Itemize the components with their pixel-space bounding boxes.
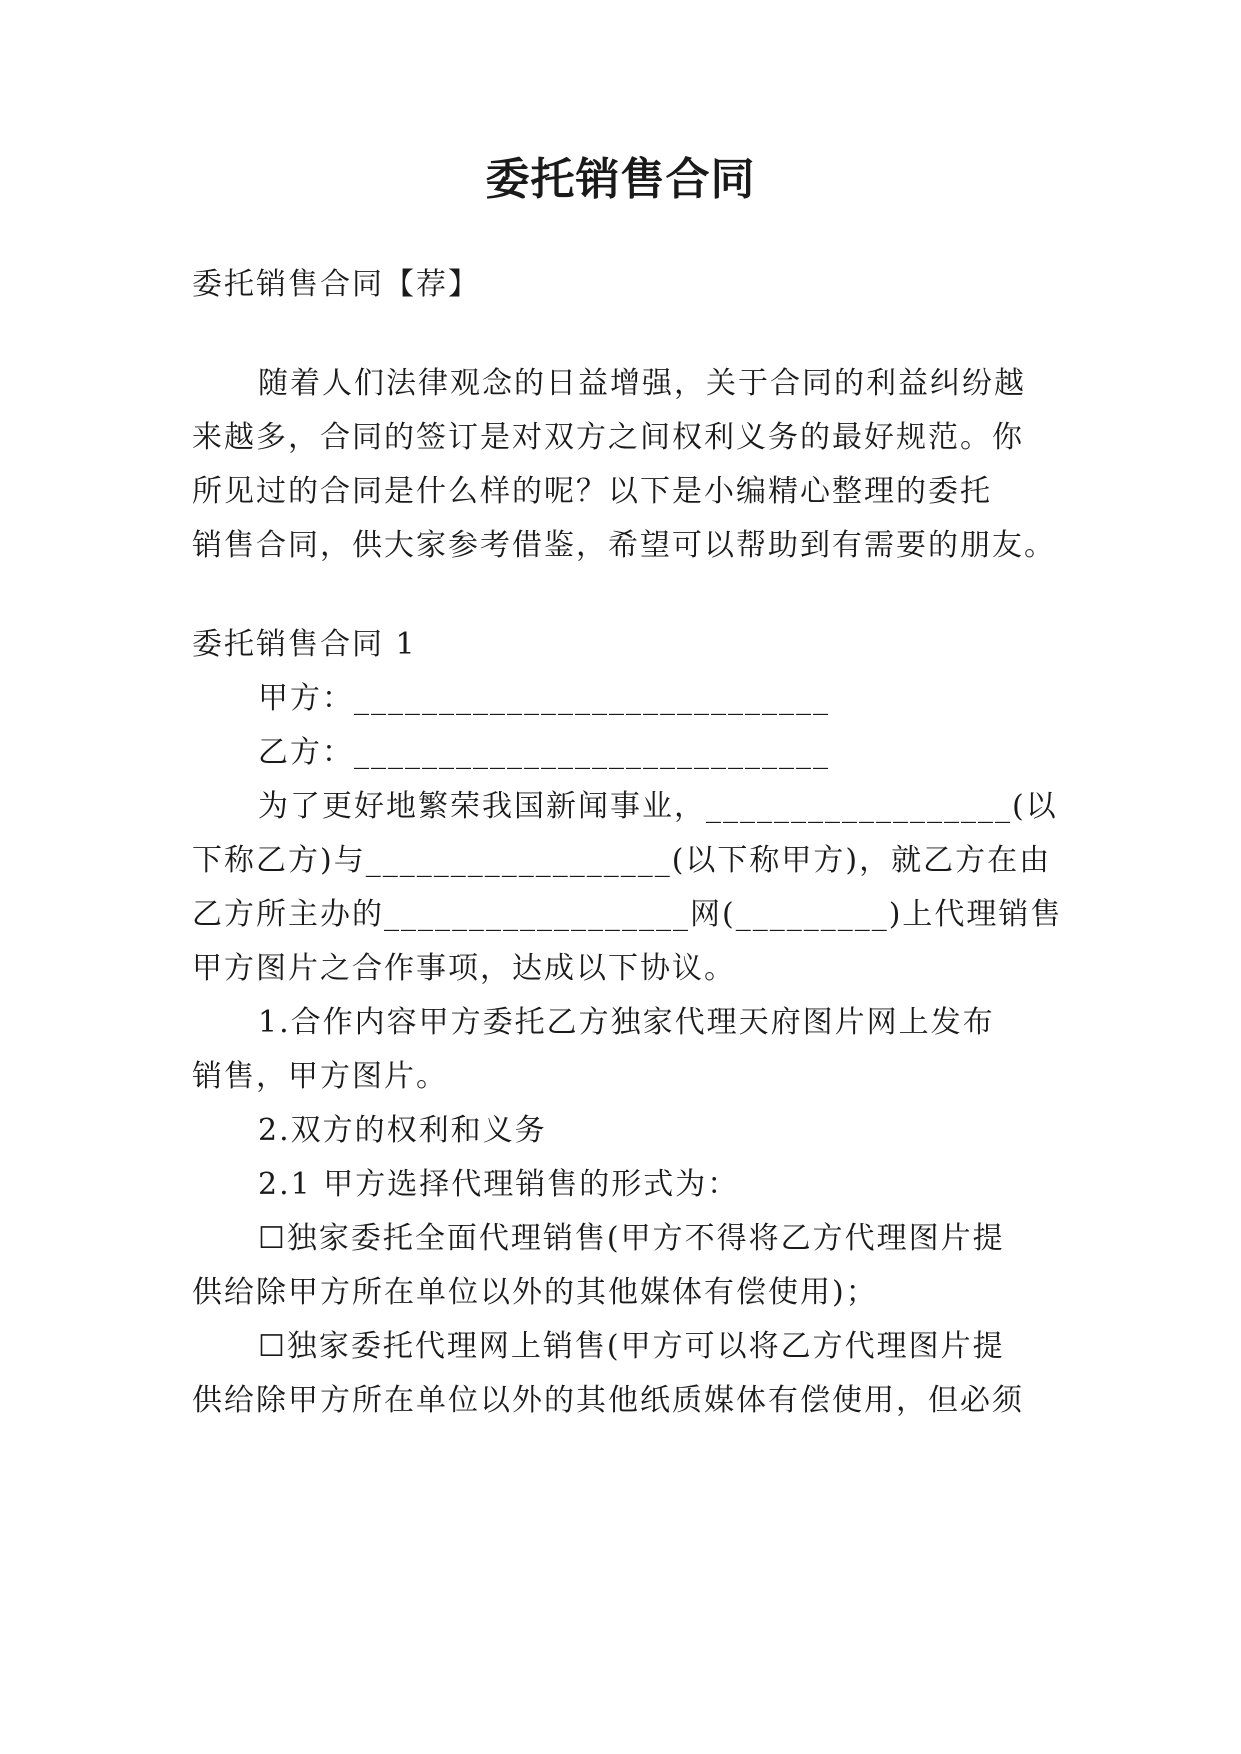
document-title: 委托销售合同 (485, 154, 756, 205)
intro-line: 销售合同，供大家参考借鉴，希望可以帮助到有需要的朋友。 (192, 528, 1056, 563)
intro-line: 随着人们法律观念的日益增强，关于合同的利益纠纷越 (258, 366, 1026, 401)
option-2-line: 供给除甲方所在单位以外的其他纸质媒体有偿使用，但必须 (192, 1383, 1024, 1418)
party-b-line: 乙方：____________________________ (258, 735, 830, 770)
contract-heading: 委托销售合同 1 (192, 627, 417, 662)
preamble-line: 下称乙方)与__________________(以下称甲方)，就乙方在由 (192, 843, 1052, 878)
clause-2-1: 2.1 甲方选择代理销售的形式为： (258, 1167, 740, 1202)
party-a-line: 甲方：____________________________ (258, 681, 830, 716)
option-2-line: ☐独家委托代理网上销售(甲方可以将乙方代理图片提 (258, 1329, 1005, 1364)
intro-line: 所见过的合同是什么样的呢？以下是小编精心整理的委托 (192, 474, 992, 509)
clause-1-line: 销售，甲方图片。 (192, 1059, 448, 1094)
clause-1-line: 1.合作内容甲方委托乙方独家代理天府图片网上发布 (258, 1005, 995, 1040)
intro-line: 来越多，合同的签订是对双方之间权利义务的最好规范。你 (192, 420, 1024, 455)
option-1-line: 供给除甲方所在单位以外的其他媒体有偿使用)； (192, 1275, 878, 1310)
preamble-line: 乙方所主办的__________________网(_________)上代理销售 (192, 897, 1063, 932)
preamble-line: 为了更好地繁荣我国新闻事业，__________________(以 (258, 789, 1058, 824)
clause-2-heading: 2.双方的权利和义务 (258, 1113, 547, 1148)
preamble-line: 甲方图片之合作事项，达成以下协议。 (192, 951, 736, 986)
subtitle: 委托销售合同【荐】 (192, 267, 480, 302)
option-1-line: ☐独家委托全面代理销售(甲方不得将乙方代理图片提 (258, 1221, 1005, 1256)
